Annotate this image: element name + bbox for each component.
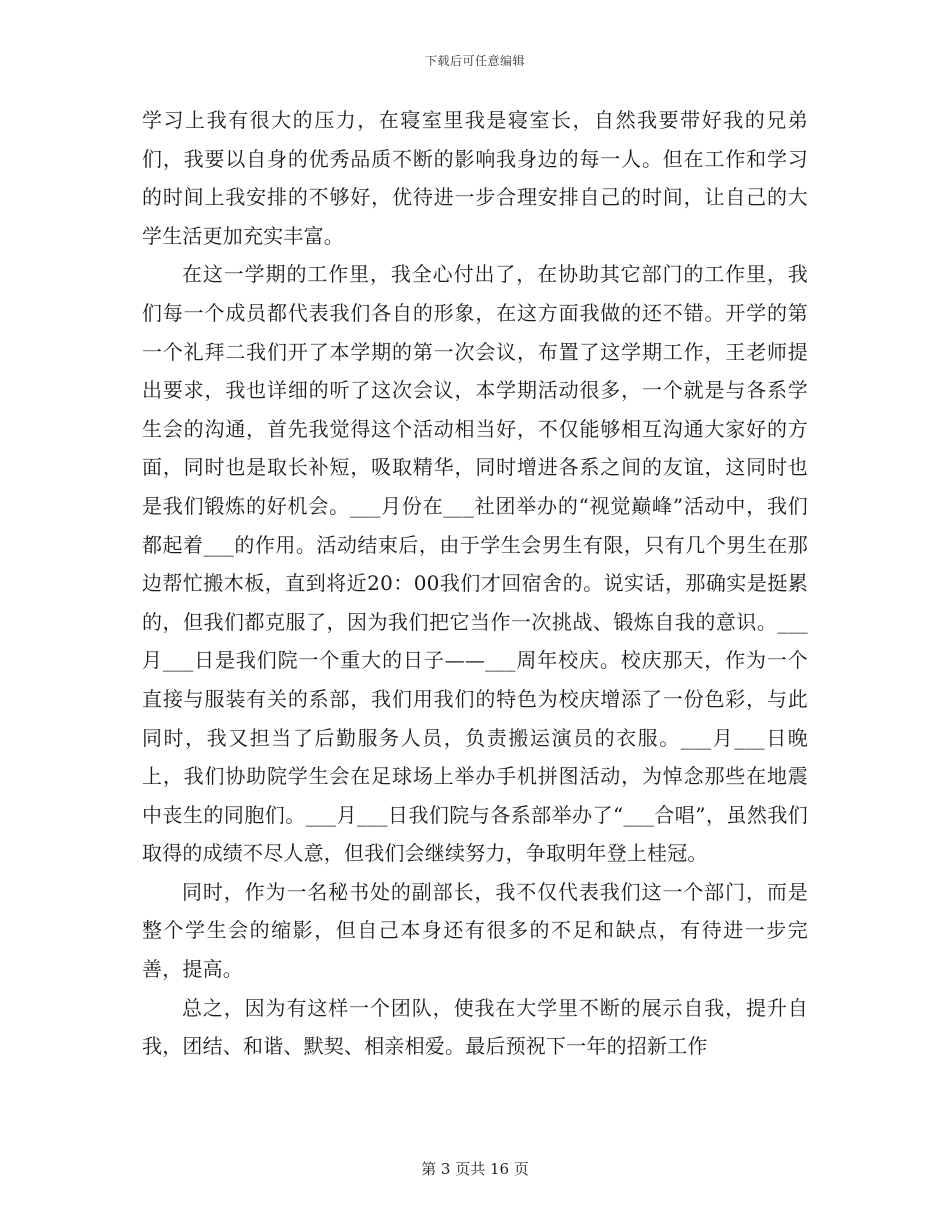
paragraph-3: 同时，作为一名秘书处的副部长，我不仅代表我们这一个部门，而是整个学生会的缩影，但自己本身还有很多的不足和缺点，有待进一步完善，提高。 [142,879,808,982]
paragraph-1: 学习上我有很大的压力，在寝室里我是寝室长，自然我要带好我的兄弟们，我要以自身的优秀品质不断的影响我身边的每一人。但在工作和学习的时间上我安排的不够好，优待进一步合理安排自己的时间，让自己的大学生活更加充实丰富。 [142,108,808,248]
page-number-footer: 第 3 页共 16 页 [421,1160,529,1178]
document-body [142,101,808,1066]
paragraph-4: 总之，因为有这样一个团队，使我在大学里不断的展示自我，提升自我，团结、和谐、默契、相亲相爱。最后预祝下一年的招新工作 [142,995,808,1059]
page-header-note: 下载后可任意编辑 [424,54,525,68]
paragraph-2: 在这一学期的工作里，我全心付出了，在协助其它部门的工作里，我们每一个成员都代表我们各自的形象，在这方面我做的还不错。开学的第一个礼拜二我们开了本学期的第一次会议，布置了这学期工作，王老师提出要求，我也详细的听了这次会议，本学期活动很多，一个就是与各系学生会的沟通，首先我觉得这个活动相当好，不仅能够相互沟通大家好的方面，同时也是取长补短，吸取精华，同时增进各系之间的友谊，这同时也是我们锻炼的好机会。___月份在___社团举办的“视觉巅峰”活动中，我们都起着___的作用。活动结束后，由于学生会男生有限，只有几个男生在那边帮忙搬木板，直到将近20：00我们才回宿舍的。说实话，那确实是挺累的，但我们都克服了，因为我们把它当作一次挑战、锻炼自我的意识。___月___日是我们院一个重大的日子——___周年校庆。校庆那天，作为一个直接与服装有关的系部，我们用我们的特色为校庆增添了一份色彩，与此同时，我又担当了后勤服务人员，负责搬运演员的衣服。___月___日晚上，我们协助院学生会在足球场上举办手机拼图活动，为悼念那些在地震中丧生的同胞们。___月___日我们院与各系部举办了“___合唱”，虽然我们取得的成绩不尽人意，但我们会继续努力，争取明年登上桂冠。 [142,262,808,866]
